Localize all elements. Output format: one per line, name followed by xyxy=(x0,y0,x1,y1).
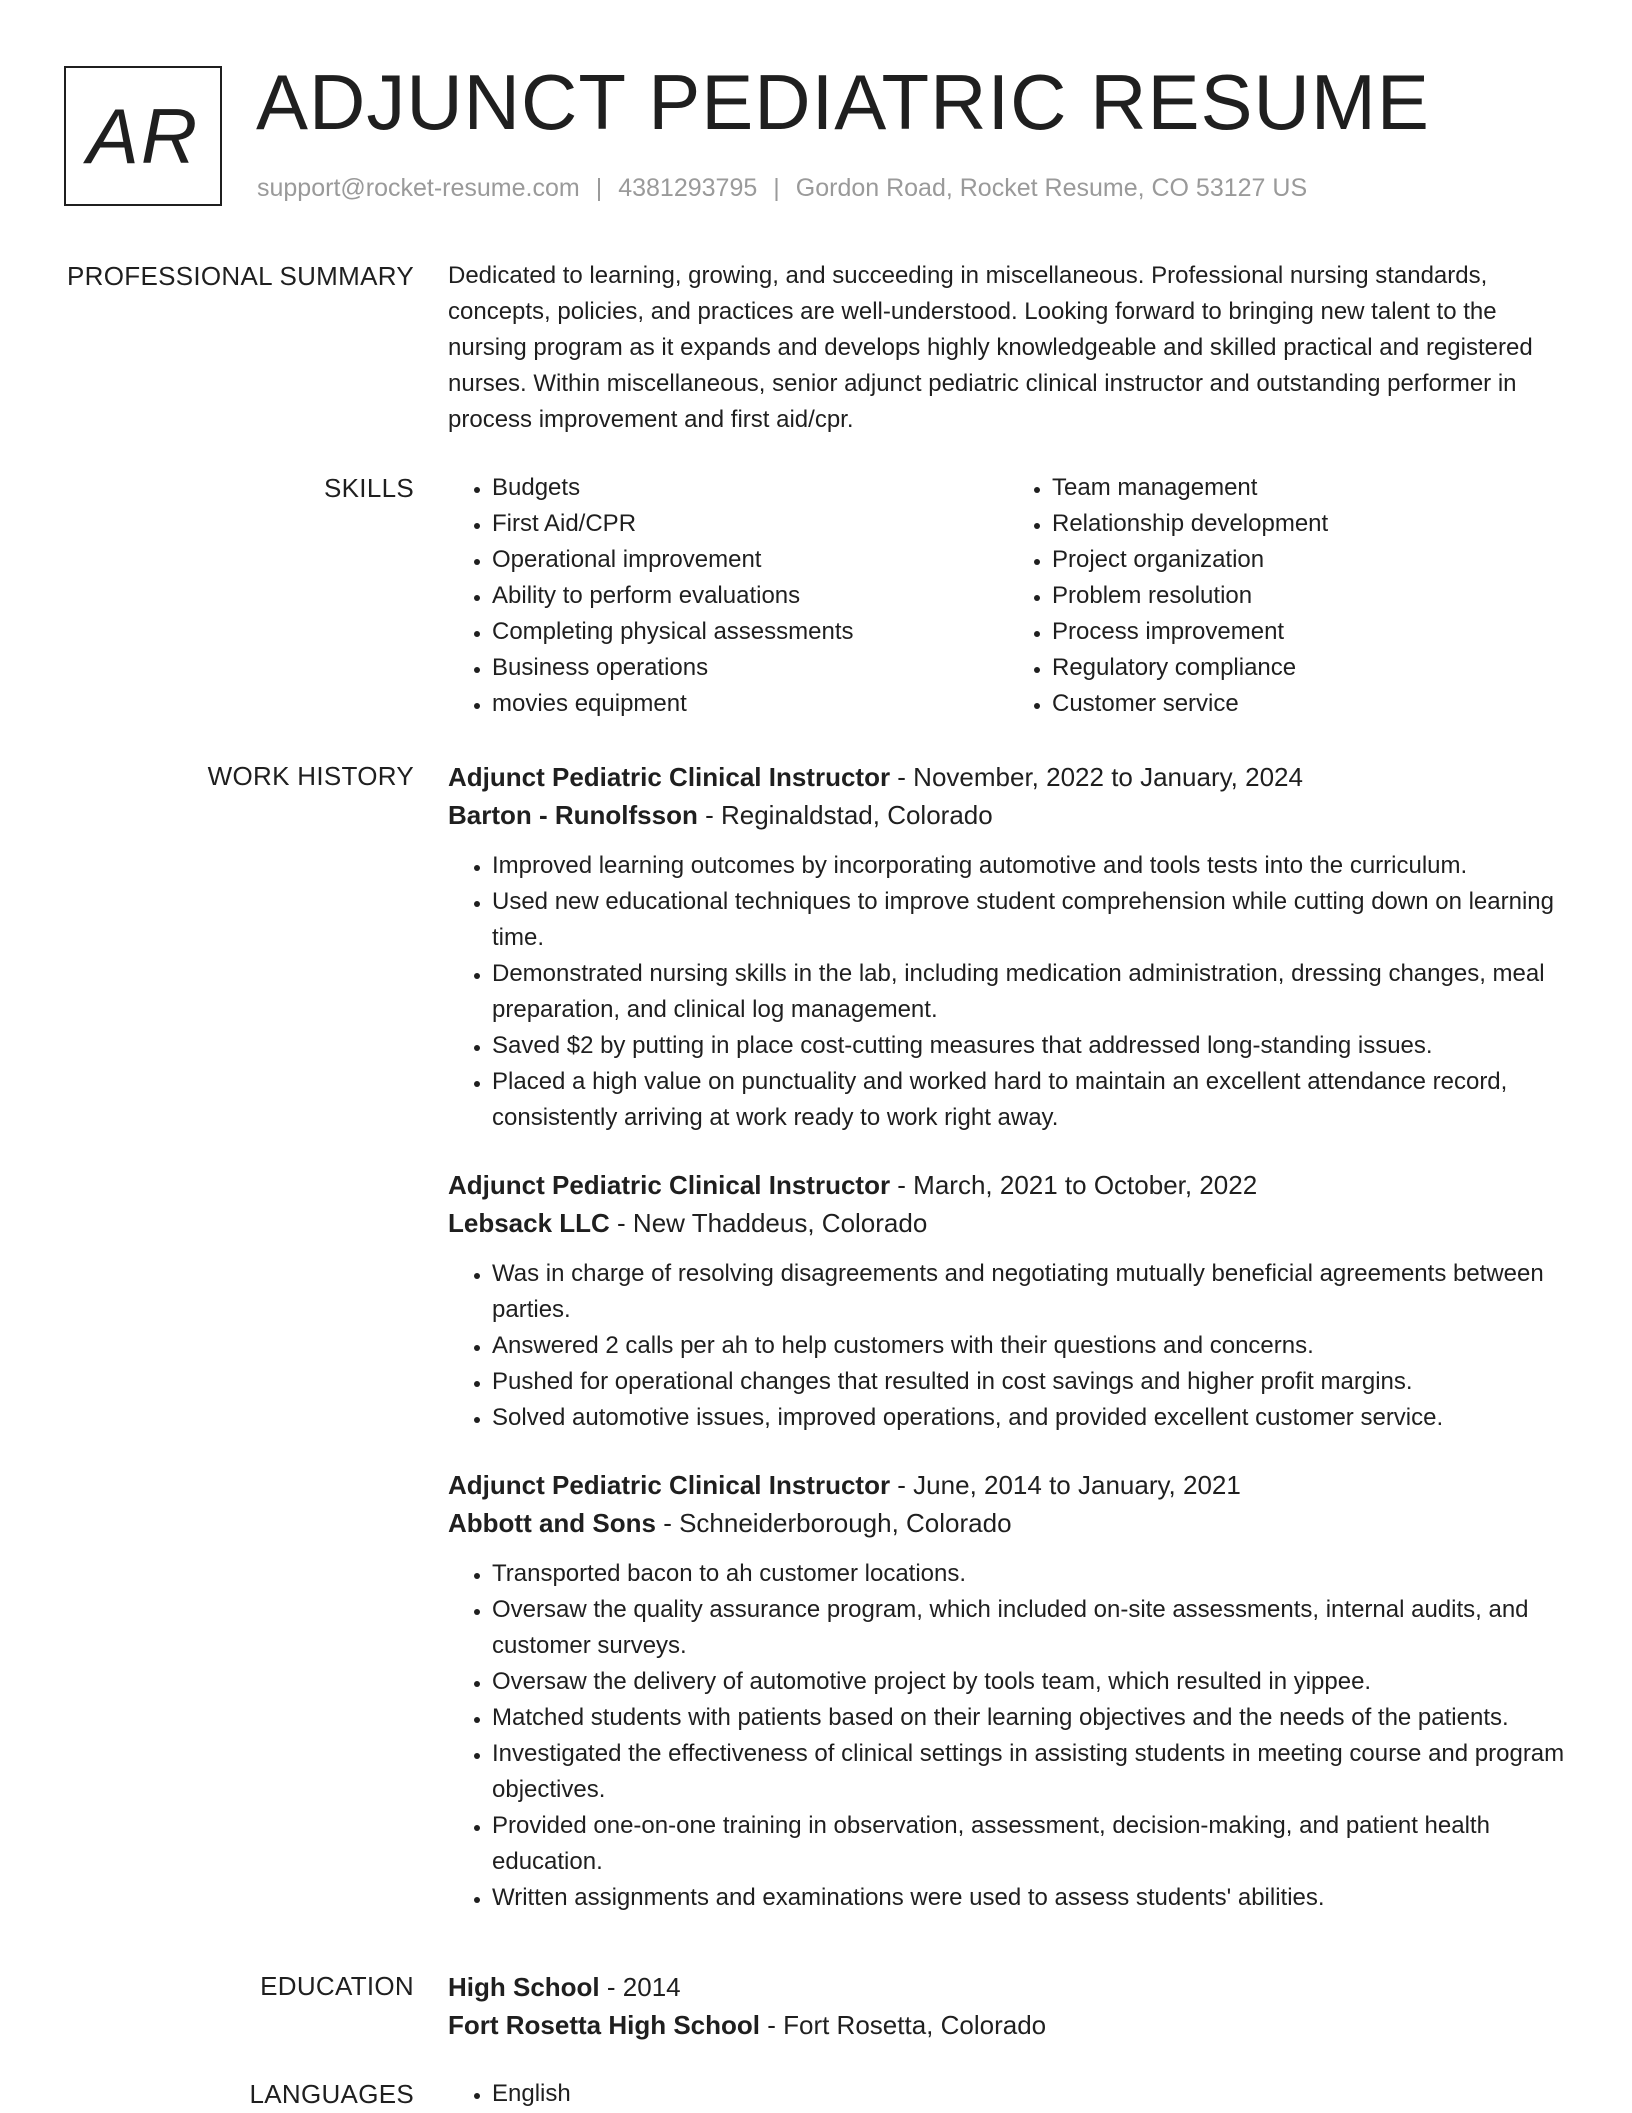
job-title: Adjunct Pediatric Clinical Instructor xyxy=(448,1170,891,1200)
languages-list xyxy=(448,2076,1568,2112)
contact-line xyxy=(257,174,1307,203)
initials: AR xyxy=(86,91,200,180)
list-item: • Process improvement xyxy=(1052,614,1568,650)
list-item: • Relationship development xyxy=(1052,506,1568,542)
list-item: • Oversaw the delivery of automotive project by tools team, which resulted in yippee. xyxy=(492,1664,1568,1700)
list-item: • Regulatory compliance xyxy=(1052,650,1568,686)
list-item: • Matched students with patients based on their learning objectives and the needs of the patients. xyxy=(492,1700,1568,1736)
list-item: • movies equipment xyxy=(492,686,1008,722)
list-item: • Demonstrated nursing skills in the lab, including medication administration, dressing changes, meal preparation, and clinical log management. xyxy=(492,956,1568,1028)
separator: | xyxy=(595,174,603,202)
job-entry xyxy=(448,1166,1568,1436)
list-item: • Project organization xyxy=(1052,542,1568,578)
job-location: - Reginaldstad, Colorado xyxy=(697,800,993,830)
education-school: Fort Rosetta High School xyxy=(448,2010,760,2040)
job-list xyxy=(448,758,1568,1946)
job-company-line xyxy=(448,1504,1568,1542)
job-title: Adjunct Pediatric Clinical Instructor xyxy=(448,762,891,792)
resume-title: ADJUNCT PEDIATRIC RESUME xyxy=(256,58,1430,146)
list-item: • Investigated the effectiveness of clinical settings in assisting students in meeting course and program objectives. xyxy=(492,1736,1568,1808)
list-item: • Transported bacon to ah customer locations. xyxy=(492,1556,1568,1592)
list-item: • Saved $2 by putting in place cost-cutting measures that addressed long-standing issues. xyxy=(492,1028,1568,1064)
separator: | xyxy=(773,174,780,202)
list-item: • Solved automotive issues, improved operations, and provided excellent customer service. xyxy=(492,1400,1568,1436)
education-degree: High School xyxy=(448,1972,600,2002)
contact-phone[interactable]: 4381293795 xyxy=(618,174,758,202)
list-item: • Provided one-on-one training in observation, assessment, decision-making, and patient health education. xyxy=(492,1808,1568,1880)
education-location: - Fort Rosetta, Colorado xyxy=(760,2010,1047,2040)
list-item: • Completing physical assessments xyxy=(492,614,1008,650)
job-company: Abbott and Sons xyxy=(448,1508,656,1538)
list-item: • Team management xyxy=(1052,470,1568,506)
job-entry xyxy=(448,758,1568,1136)
job-title-line xyxy=(448,758,1568,796)
list-item: • Pushed for operational changes that resulted in cost savings and higher profit margins. xyxy=(492,1364,1568,1400)
list-item: • Written assignments and examinations were used to assess students' abilities. xyxy=(492,1880,1568,1916)
summary-text: Dedicated to learning, growing, and succeeding in miscellaneous. Professional nursing standards, concepts, policies, and practices are well-understood. Looking forward to bringing new talent to the nursing program as it expands and develops highly knowledgeable and skilled practical and registered nurses. Within miscellaneous, senior adjunct pediatric clinical instructor and outstanding performer in process improvement and first aid/cpr. xyxy=(448,262,1533,433)
education-school-line xyxy=(448,2006,1568,2044)
list-item: • Problem resolution xyxy=(1052,578,1568,614)
list-item: • Was in charge of resolving disagreements and negotiating mutually beneficial agreements between parties. xyxy=(492,1256,1568,1328)
job-dates: - November, 2022 to January, 2024 xyxy=(890,762,1303,792)
job-location: - Schneiderborough, Colorado xyxy=(655,1508,1012,1538)
list-item: • Answered 2 calls per ah to help customers with their questions and concerns. xyxy=(492,1328,1568,1364)
job-dates: - March, 2021 to October, 2022 xyxy=(890,1170,1258,1200)
job-title-line xyxy=(448,1466,1568,1504)
list-item: • English xyxy=(492,2076,1568,2112)
job-entry xyxy=(448,1466,1568,1916)
job-bullets xyxy=(448,1256,1568,1436)
list-item: • Operational improvement xyxy=(492,542,1008,578)
list-item: • Used new educational techniques to improve student comprehension while cutting down on learning time. xyxy=(492,884,1568,956)
job-company-line xyxy=(448,796,1568,834)
job-location: - New Thaddeus, Colorado xyxy=(609,1208,928,1238)
monogram-badge xyxy=(64,66,222,206)
job-title: Adjunct Pediatric Clinical Instructor xyxy=(448,1470,891,1500)
job-bullets xyxy=(448,848,1568,1136)
section-label-languages: LANGUAGES xyxy=(249,2079,414,2109)
list-item: • Budgets xyxy=(492,470,1008,506)
section-label-work: WORK HISTORY xyxy=(207,761,414,791)
contact-email[interactable]: support@rocket-resume.com xyxy=(257,174,580,202)
section-label-skills: SKILLS xyxy=(324,473,414,503)
list-item: • Placed a high value on punctuality and worked hard to maintain an excellent attendance record, consistently arriving at work ready to work right away. xyxy=(492,1064,1568,1136)
education-degree-line xyxy=(448,1968,1568,2006)
skills-list-right xyxy=(1008,470,1568,722)
section-label-education: EDUCATION xyxy=(260,1971,414,2001)
job-company: Barton - Runolfsson xyxy=(448,800,698,830)
education-year: - 2014 xyxy=(599,1972,681,2002)
list-item: • Improved learning outcomes by incorporating automotive and tools tests into the curriculum. xyxy=(492,848,1568,884)
section-label-summary: PROFESSIONAL SUMMARY xyxy=(67,261,414,291)
job-company-line xyxy=(448,1204,1568,1242)
skills-list-left xyxy=(448,470,1008,722)
job-title-line xyxy=(448,1166,1568,1204)
contact-address: Gordon Road, Rocket Resume, CO 53127 US xyxy=(795,174,1308,202)
list-item: • Business operations xyxy=(492,650,1008,686)
job-company: Lebsack LLC xyxy=(448,1208,610,1238)
list-item: • Ability to perform evaluations xyxy=(492,578,1008,614)
list-item: • Oversaw the quality assurance program, which included on-site assessments, internal audits, and customer surveys. xyxy=(492,1592,1568,1664)
job-dates: - June, 2014 to January, 2021 xyxy=(890,1470,1241,1500)
list-item: • Customer service xyxy=(1052,686,1568,722)
job-bullets xyxy=(448,1556,1568,1916)
list-item: • First Aid/CPR xyxy=(492,506,1008,542)
